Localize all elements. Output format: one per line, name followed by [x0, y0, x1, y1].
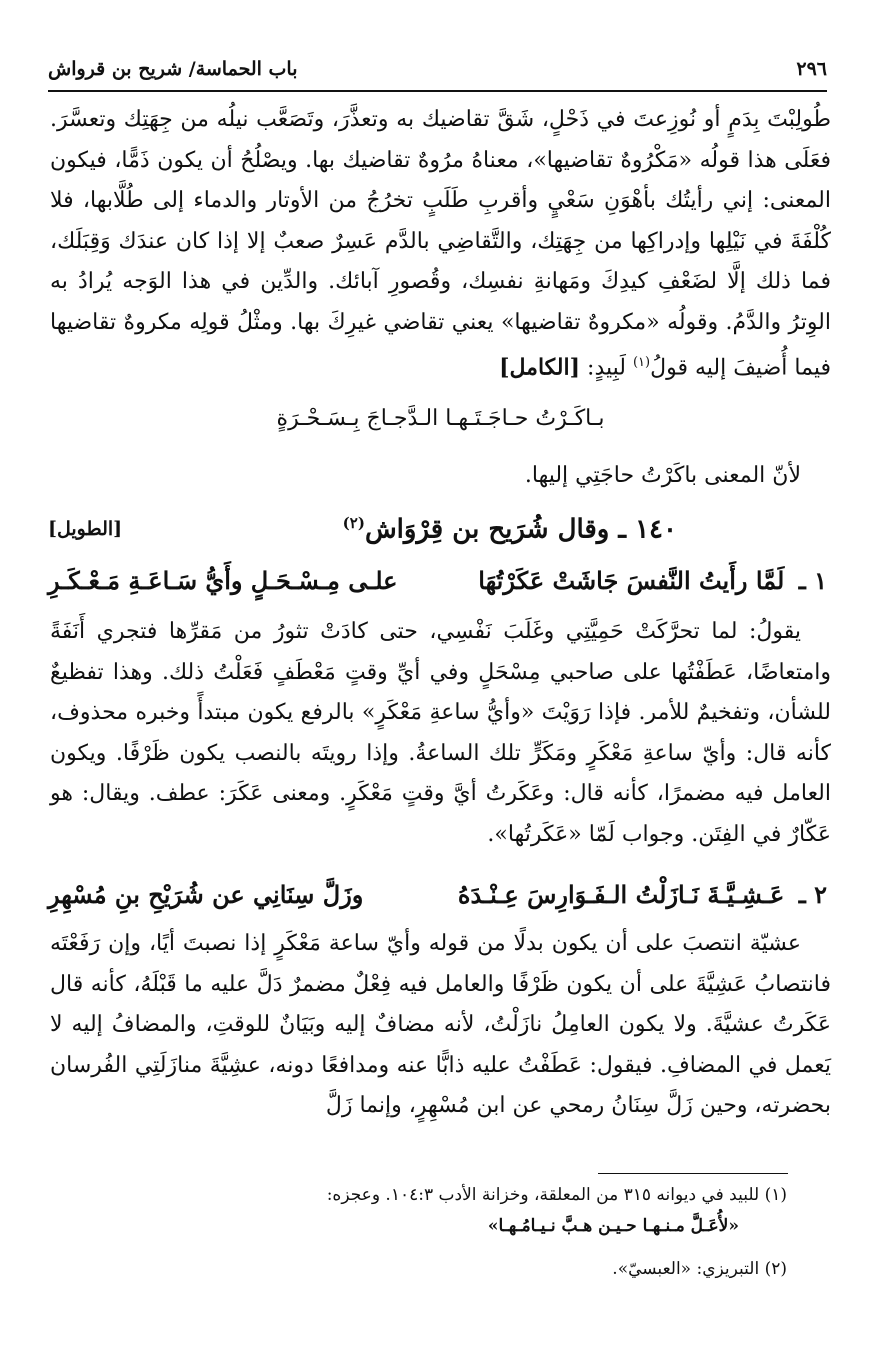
poem-title: [343, 514, 677, 545]
footnote-gap: [50, 1242, 787, 1254]
after-quote-line: [50, 456, 831, 497]
page-number: ٢٩٦: [796, 58, 827, 80]
meter-kamil: [الكامل]: [499, 354, 581, 381]
verse-1-number: ١ ـ: [798, 565, 827, 595]
commentary-top-paragraph: [50, 100, 831, 389]
verse-2-number: ٢ ـ: [798, 879, 827, 909]
poem-number: ١٤٠: [635, 514, 677, 545]
running-title: باب الحماسة/ شريح بن قرواش: [48, 58, 298, 80]
poet-name: لَبِيدٍ:: [587, 355, 633, 381]
poem-title-text: ـ وقال شُرَيح بن قِرْوَاش: [364, 514, 627, 545]
after-quote-text: لأنّ المعنى باكَرْتُ حاجَتِي إليها.: [524, 463, 801, 488]
page-header: [48, 54, 827, 84]
poem-heading: [48, 508, 827, 550]
verse-2-first-hemistich: [458, 880, 827, 909]
footnote-1-number: (١): [764, 1185, 787, 1205]
commentary-top: [50, 100, 831, 389]
footnote-1: [50, 1180, 787, 1211]
footnote-ref-2: (٢): [342, 513, 365, 532]
header-rule: [48, 90, 827, 92]
commentary-verse-2-text: عشيّة انتصبَ على أن يكون بدلًا من قوله وأيّ ساعة مَعْكَرٍ إذا نصبتَ أيًا، وإن رَفَعْتَه فانتصابُ عَشِيَّةَ على أن يكون ظَرْفًا والعامل فيه فِعْلٌ مضمرٌ دَلَّ عليه ما قَبْلَهُ، كأنه قال عَكَرتُ عشيَّةَ. ولا يكون العامِلُ نازَلْتُ، لأنه مضافٌ إليه وبَيَانٌ للوقتِ، والمضافُ إليه لا يَعمل في المضافِ. فيقول: عَطَفْتُ عليه ذابًّا عنه ومدافعًا دونه، عشِيَّةَ منازَلَتِي الفُرسان بحضرته، وحين زَلَّ سِنَانُ رمحي عن ابن مُسْهِرٍ، وإنما زَلَّ: [50, 931, 831, 1118]
footnotes: [50, 1180, 787, 1285]
footnote-2-number: (٢): [764, 1259, 787, 1279]
verse-2: [48, 874, 827, 914]
verse-1-first-text: لَمَّا رأَيتُ النَّفسَ جَاشَتْ عَكَرْتُهَا: [478, 565, 785, 595]
verse-1: [48, 560, 827, 600]
footnote-1-text: للبيد في ديوانه ٣١٥ من المعلقة، وخزانة الأدب ١٠٤:٣. وعجزه:: [326, 1185, 760, 1205]
verse-1-first-hemistich: [478, 566, 827, 595]
commentary-verse-1: [50, 612, 831, 855]
meter-tawil: [الطويل]: [48, 518, 123, 540]
footnote-2-text: التبريزي: «العبسيّ».: [612, 1259, 760, 1279]
footnote-rule: [598, 1173, 788, 1174]
footnote-1-quote: «لأُعَـلَّ مـنـهـا حـيـن هـبَّ نـيـامُـهـا»: [487, 1216, 739, 1236]
verse-2-first-text: عَـشِـيَّـةَ نَـازَلْتُ الـفَـوَارِسَ عِـنْـدَهُ: [457, 879, 785, 909]
verse-1-second-hemistich: علـى مِـسْـحَـلٍ وأَيُّ سَـاعَـةِ مَـعْـكَـرِ: [48, 565, 398, 595]
commentary-top-text: طُولِبْتَ بِدَمٍ أو نُوزِعتَ في ذَحْلٍ، شَقَّ تقاضيك به وتعذَّرَ، وتَصَعَّب نيلُه من جِهَتِك وتعسَّرَ. فعَلَى هذا قولُه «مَكْرُوهٌ تقاضيها»، معناهُ مرُوهٌ تقاضيك بها. ويصْلُحُ أن يكون ذَمًّا، فيكون المعنى: إني رأيتُك بأهْوَنِ سَعْيٍ وأقربِ طَلَبٍ تخرُجُ من الأوتار والدماء إلى طُلَّابها، فلا كُلْفَةَ في نَيْلِها وإدراكِها من جِهَتِك، والتَّقاضِي بالدَّم عَسِرٌ صعبٌ إلا إذا كان عندَك وَقِبَلَك، فما ذلك إلَّا لضَعْفِ كيدِكَ ومَهانةِ نفسِك، وقُصورِ آبائك. والدِّين في هذا الوَجه يُرادُ به الوِترُ والدَّمُ. وقولُه «مكروهٌ تقاضيها» يعني تقاضي غيرِكَ بها. ومثْلُ قولِه مكروهٌ تقاضيها فيما أُضيفَ إليه قولُ: [50, 107, 831, 381]
footnote-2: [50, 1254, 787, 1285]
commentary-verse-1-text: يقولُ: لما تحرَّكَتْ حَمِيَّتِي وغَلَبَ نَفْسِي، حتى كادَتْ تثورُ من مَقرِّها فتجري أَنَفَةً وامتعاضًا، عَطَفْتُها على صاحبي مِسْحَلٍ وفي أيِّ وقتٍ مَعْطَفٍ فَعَلْتُ ذلك. وهذا تفظيعٌ للشأن، وتفخيمٌ للأمر. فإذا رَوَيْتَ «وأيُّ ساعةِ مَعْكَرٍ» بالرفع يكون مبتدأً وخبره محذوف، كأنه قال: وأيّ ساعةِ مَعْكَرٍ ومَكَرٍّ تلك الساعةُ. وإذا رويتَه بالنصب يكون ظَرْفًا. ويكون العامل فيه مضمرًا، كأنه قال: وعَكَرتُ أيَّ وقتٍ مَعْكَرٍ. ومعنى عَكَرَ: عطف. ويقال: هو عَكّارٌ في الفِتَن. وجواب لَمّا «عَكَرتُها».: [50, 619, 831, 847]
quoted-hemistich: بـاكَـرْتُ حـاجَـتَـهـا الـدَّجـاجَ بِـسَـحْـرَةٍ: [276, 406, 605, 431]
commentary-verse-2: [50, 924, 831, 1127]
footnote-ref-1: (١): [632, 355, 651, 370]
verse-2-second-hemistich: وزَلَّ سِنَانِي عن شُرَيْحِ بنِ مُسْهِرِ: [48, 879, 364, 909]
